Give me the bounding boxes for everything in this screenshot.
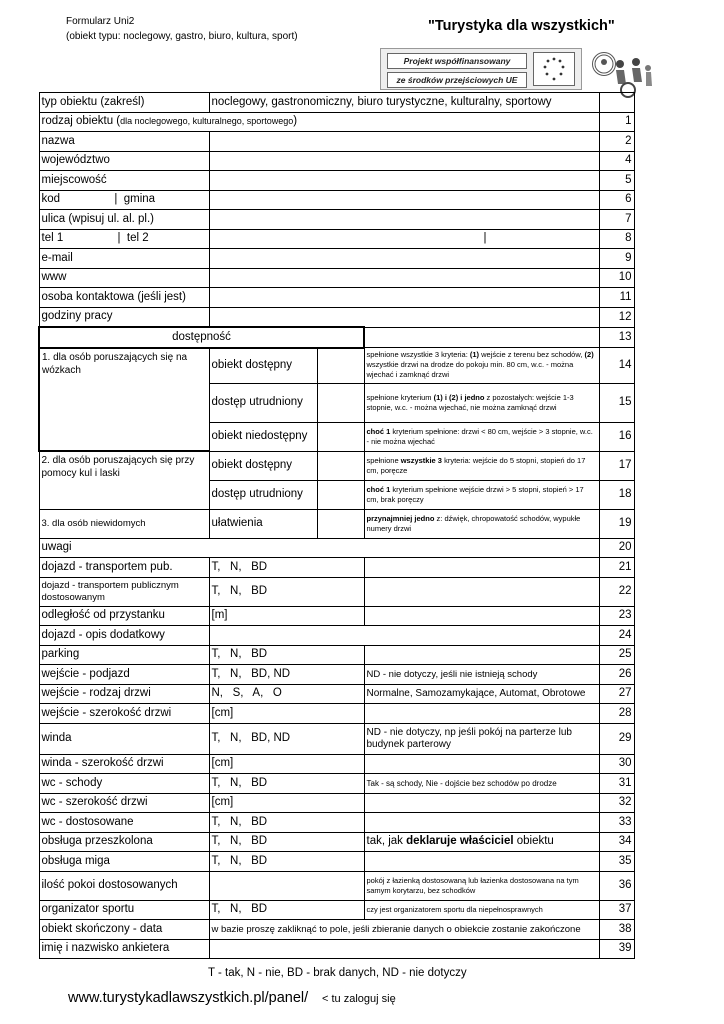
- row-label: dojazd - opis dodatkowy: [39, 626, 209, 646]
- row-label: obsługa miga: [39, 852, 209, 872]
- form-row: [39, 920, 634, 940]
- row-number: 11: [599, 288, 634, 308]
- accessibility-section-header: dostępność: [39, 327, 364, 348]
- form-row: [39, 327, 634, 348]
- row-number: 20: [599, 538, 634, 558]
- form-row: [39, 171, 634, 191]
- object-type-options[interactable]: noclegowy, gastronomiczny, biuro turystyczne, kulturalny, sportowy: [209, 93, 599, 113]
- form-row: [39, 577, 634, 606]
- completion-note[interactable]: w bazie proszę zakliknąć to pole, jeśli zbieranie danych o obiekcie zostanie zakończone: [209, 920, 599, 940]
- row-label: e-mail: [39, 249, 209, 269]
- answer-options[interactable]: T, N, BD: [209, 558, 364, 578]
- form-row: [39, 249, 634, 269]
- checkbox-cell[interactable]: [317, 451, 364, 480]
- criteria-description: spełnione wszystkie 3 kryteria: wejście do 5 stopni, stopień do 17 cm, poręcze: [364, 451, 599, 480]
- row-number: 14: [599, 348, 634, 384]
- accessibility-survey-form: [38, 92, 635, 959]
- row-number: 7: [599, 210, 634, 230]
- row-number: 1: [599, 112, 634, 132]
- note-cell: czy jest organizatorem sportu dla niepełnosprawnych: [364, 900, 599, 920]
- criteria-description: choć 1 kryterium spełnione: drzwi < 80 cm, wejście > 3 stopnie, w.c. - nie można wjechać: [364, 422, 599, 451]
- row-number: 36: [599, 871, 634, 900]
- option-label: dostęp utrudniony: [209, 480, 317, 509]
- row-number: 22: [599, 577, 634, 606]
- row-number: 37: [599, 900, 634, 920]
- note-cell: ND - nie dotyczy, np jeśli pokój na parterze lub budynek parterowy: [364, 723, 599, 754]
- row-label: godziny pracy: [39, 307, 209, 327]
- row-number: 35: [599, 852, 634, 872]
- row-number: 38: [599, 920, 634, 940]
- form-header: [66, 14, 298, 44]
- row-number: 29: [599, 723, 634, 754]
- contact-person-field[interactable]: [209, 288, 599, 308]
- form-row: [39, 288, 634, 308]
- www-field[interactable]: [209, 268, 599, 288]
- option-label: dostęp utrudniony: [209, 383, 317, 422]
- login-hint: < tu zaloguj się: [322, 993, 396, 1005]
- opening-hours-field[interactable]: [209, 307, 599, 327]
- note-cell: [364, 852, 599, 872]
- form-row: [39, 210, 634, 230]
- row-label: wejście - podjazd: [39, 665, 209, 685]
- form-row: [39, 538, 634, 558]
- note-cell: [364, 754, 599, 774]
- checkbox-cell[interactable]: [317, 480, 364, 509]
- form-row: [39, 871, 634, 900]
- answer-options[interactable]: T, N, BD: [209, 813, 364, 833]
- answer-options[interactable]: T, N, BD, ND: [209, 723, 364, 754]
- note-cell: ND - nie dotyczy, jeśli nie istnieją schody: [364, 665, 599, 685]
- answer-options[interactable]: T, N, BD, ND: [209, 665, 364, 685]
- row-label: miejscowość: [39, 171, 209, 191]
- option-label: obiekt dostępny: [209, 451, 317, 480]
- row-number: 31: [599, 774, 634, 794]
- answer-options[interactable]: N, S, A, O: [209, 684, 364, 704]
- row-label: organizator sportu: [39, 900, 209, 920]
- row-number: 27: [599, 684, 634, 704]
- adapted-rooms-field[interactable]: [209, 871, 364, 900]
- row-number: 26: [599, 665, 634, 685]
- form-row: [39, 112, 634, 132]
- row-label: dojazd - transportem pub.: [39, 558, 209, 578]
- blind-group-label: 3. dla osób niewidomych: [39, 509, 209, 538]
- note-cell: [364, 645, 599, 665]
- door-width-field[interactable]: [cm]: [209, 704, 364, 724]
- form-row: [39, 229, 634, 249]
- row-label: wejście - szerokość drzwi: [39, 704, 209, 724]
- row-label: imię i nazwisko ankietera: [39, 939, 209, 959]
- row-label: winda: [39, 723, 209, 754]
- row-number: 39: [599, 939, 634, 959]
- checkbox-cell[interactable]: [317, 348, 364, 384]
- postcode-commune-field[interactable]: [209, 190, 599, 210]
- eu-cofinancing-logo: [380, 48, 582, 90]
- form-row: [39, 832, 634, 852]
- row-number: 9: [599, 249, 634, 269]
- empty-cell: [364, 327, 599, 348]
- form-row: [39, 348, 634, 384]
- row-number: 24: [599, 626, 634, 646]
- note-cell: [364, 793, 599, 813]
- row-label: winda - szerokość drzwi: [39, 754, 209, 774]
- row-number: 6: [599, 190, 634, 210]
- checkbox-cell[interactable]: [317, 422, 364, 451]
- form-row: [39, 451, 634, 480]
- note-cell: Tak - są schody, Nie - dojście bez schodów po drodze: [364, 774, 599, 794]
- answer-options[interactable]: T, N, BD: [209, 645, 364, 665]
- row-label: wc - schody: [39, 774, 209, 794]
- row-label: typ obiektu (zakreśl): [39, 93, 209, 113]
- form-row: [39, 723, 634, 754]
- form-row: [39, 774, 634, 794]
- note-cell: [364, 558, 599, 578]
- distance-field[interactable]: [m]: [209, 606, 364, 626]
- criteria-description: spełnione kryterium (1) i (2) i jedno z pozostałych: wejście 1-3 stopnie, w.c. - można wjechać, nie można zamknąć drzwi: [364, 383, 599, 422]
- row-label: osoba kontaktowa (jeśli jest): [39, 288, 209, 308]
- row-label: uwagi: [39, 538, 599, 558]
- document-title: "Turystyka dla wszystkich": [428, 18, 615, 34]
- answer-options[interactable]: T, N, BD: [209, 852, 364, 872]
- row-number: 18: [599, 480, 634, 509]
- note-cell: [364, 577, 599, 606]
- row-label: tel 1 | tel 2: [39, 229, 209, 249]
- row-number: 15: [599, 383, 634, 422]
- voivodeship-field[interactable]: [209, 151, 599, 171]
- row-number: 33: [599, 813, 634, 833]
- row-label: województwo: [39, 151, 209, 171]
- criteria-description: przynajmniej jedno z: dźwięk, chropowatość schodów, wypukłe numery drzwi: [364, 509, 599, 538]
- form-row: [39, 190, 634, 210]
- row-number: 16: [599, 422, 634, 451]
- form-row: [39, 268, 634, 288]
- wc-door-width-field[interactable]: [cm]: [209, 793, 364, 813]
- phone-field[interactable]: [209, 229, 599, 249]
- form-subtitle: (obiekt typu: noclegowy, gastro, biuro, kultura, sport): [66, 31, 298, 42]
- surveyor-name-field[interactable]: [209, 939, 599, 959]
- row-label: wejście - rodzaj drzwi: [39, 684, 209, 704]
- checkbox-cell[interactable]: [317, 509, 364, 538]
- row-label: ilość pokoi dostosowanych: [39, 871, 209, 900]
- form-row: [39, 900, 634, 920]
- row-number: 10: [599, 268, 634, 288]
- row-label: parking: [39, 645, 209, 665]
- row-number: 2: [599, 132, 634, 152]
- row-label: www: [39, 268, 209, 288]
- row-label: obsługa przeszkolona: [39, 832, 209, 852]
- row-number: 32: [599, 793, 634, 813]
- form-row: [39, 93, 634, 113]
- row-label: obiekt skończony - data: [39, 920, 209, 940]
- form-row: [39, 852, 634, 872]
- answer-legend: T - tak, N - nie, BD - brak danych, ND - nie dotyczy: [208, 967, 467, 979]
- option-label: ułatwienia: [209, 509, 317, 538]
- form-row: [39, 793, 634, 813]
- row-number: [599, 93, 634, 113]
- form-row: [39, 307, 634, 327]
- note-cell: [364, 813, 599, 833]
- form-row: [39, 626, 634, 646]
- option-label: obiekt dostępny: [209, 348, 317, 384]
- row-label: kod | gmina: [39, 190, 209, 210]
- row-number: 19: [599, 509, 634, 538]
- form-name: Formularz Uni2: [66, 16, 135, 27]
- criteria-description: choć 1 kryterium spełnione wejście drzwi > 5 stopni, stopień > 17 cm, brak poręczy: [364, 480, 599, 509]
- row-label: wc - dostosowane: [39, 813, 209, 833]
- answer-options[interactable]: T, N, BD: [209, 832, 364, 852]
- row-number: 28: [599, 704, 634, 724]
- form-row: [39, 132, 634, 152]
- row-label: nazwa: [39, 132, 209, 152]
- eu-text-line2: ze środków przejściowych UE: [387, 72, 527, 88]
- note-cell: pokój z łazienką dostosowaną lub łazienka dostosowana na tym samym korytarzu, bez schodków: [364, 871, 599, 900]
- wheelchair-group-label: 1. dla osób poruszających się na wózkach: [39, 348, 209, 452]
- panel-link[interactable]: www.turystykadlawszystkich.pl/panel/: [68, 990, 309, 1006]
- row-label: odległość od przystanku: [39, 606, 209, 626]
- note-cell: [364, 606, 599, 626]
- street-field[interactable]: [209, 210, 599, 230]
- form-row: [39, 754, 634, 774]
- eu-flag-icon: [533, 52, 575, 86]
- note-cell: Normalne, Samozamykające, Automat, Obrotowe: [364, 684, 599, 704]
- town-field[interactable]: [209, 171, 599, 191]
- row-number: 17: [599, 451, 634, 480]
- form-row: [39, 645, 634, 665]
- email-field[interactable]: [209, 249, 599, 269]
- crutches-group-label: 2. dla osób poruszających się przy pomocy kul i laski: [39, 451, 209, 509]
- form-row: [39, 939, 634, 959]
- form-row: [39, 813, 634, 833]
- row-label: dojazd - transportem publicznym dostosowanym: [39, 577, 209, 606]
- note-cell: [364, 704, 599, 724]
- row-number: 30: [599, 754, 634, 774]
- option-label: obiekt niedostępny: [209, 422, 317, 451]
- transport-description-field[interactable]: [209, 626, 599, 646]
- row-number: 13: [599, 327, 634, 348]
- row-number: 34: [599, 832, 634, 852]
- row-number: 23: [599, 606, 634, 626]
- row-number: 8: [599, 229, 634, 249]
- form-row: [39, 558, 634, 578]
- form-row: [39, 509, 634, 538]
- row-number: 4: [599, 151, 634, 171]
- note-cell: tak, jak deklaruje właściciel obiektu: [364, 832, 599, 852]
- criteria-description: spełnione wszystkie 3 kryteria: (1) wejście z terenu bez schodów, (2) wszystkie drzwi na drodze do pokoju min. 80 cm, w.c. - można wjechać i zamknąć drzwi: [364, 348, 599, 384]
- row-label: rodzaj obiektu (dla noclegowego, kulturalnego, sportowego): [39, 112, 599, 132]
- row-label: wc - szerokość drzwi: [39, 793, 209, 813]
- eu-text-line1: Projekt współfinansowany: [387, 53, 527, 69]
- form-row: [39, 606, 634, 626]
- answer-options[interactable]: T, N, BD: [209, 900, 364, 920]
- row-number: 25: [599, 645, 634, 665]
- row-number: 21: [599, 558, 634, 578]
- form-row: [39, 684, 634, 704]
- checkbox-cell[interactable]: [317, 383, 364, 422]
- row-label: ulica (wpisuj ul. al. pl.): [39, 210, 209, 230]
- elevator-door-width-field[interactable]: [cm]: [209, 754, 364, 774]
- form-row: [39, 151, 634, 171]
- answer-options[interactable]: T, N, BD: [209, 577, 364, 606]
- form-row: [39, 704, 634, 724]
- answer-options[interactable]: T, N, BD: [209, 774, 364, 794]
- form-row: [39, 665, 634, 685]
- row-number: 5: [599, 171, 634, 191]
- row-number: 12: [599, 307, 634, 327]
- name-field[interactable]: [209, 132, 599, 152]
- phone-separator: |: [483, 232, 487, 245]
